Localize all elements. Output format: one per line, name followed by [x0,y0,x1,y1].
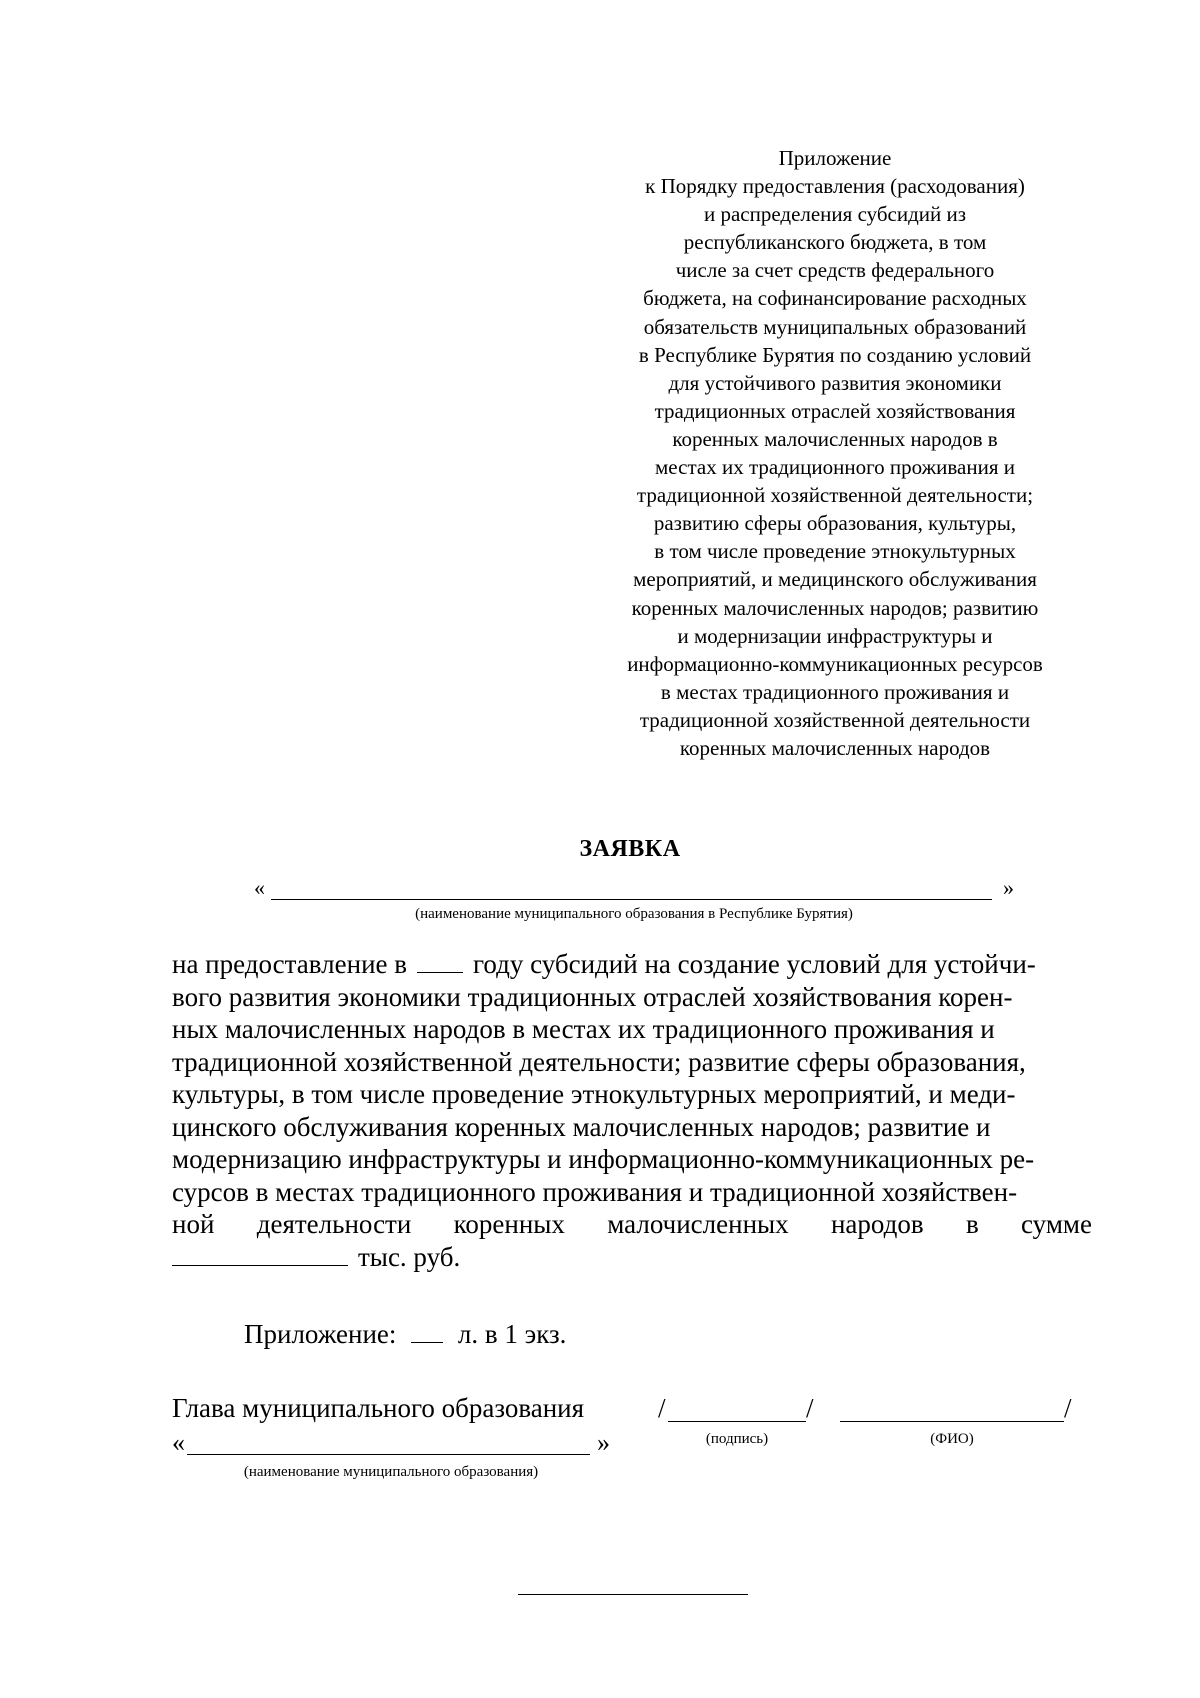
body-line [172,1078,1092,1111]
closing-divider [518,1594,748,1595]
appendix-line: развитию сферы образования, культуры, [653,511,1017,536]
fio-slash: / [1064,1393,1072,1423]
appendix-line: коренных малочисленных народов [679,735,991,760]
signature-slash-right: / [806,1393,814,1423]
appendix-line: традиционных отраслей хозяйствования [654,398,1016,423]
body-text-segment: модернизацию инфраструктуры и информационно-коммуникационных ре- [172,1144,1035,1174]
appendix-line: бюджета, на софинансирование расходных [643,286,1027,311]
attachment-suffix: л. в 1 экз. [457,1319,567,1349]
body-line-justified [172,1208,1092,1241]
body-word: сумме [1021,1209,1092,1239]
appendix-line: коренных малочисленных народов в [672,426,998,451]
sheets-count-blank-field[interactable] [411,1318,443,1343]
fill-in-line [187,1454,590,1455]
body-line [172,1241,1092,1274]
appendix-line: традиционной хозяйственной деятельности; [636,483,1034,508]
body-line [172,1176,1092,1209]
appendix-line: информационно-коммуникационных ресурсов [627,651,1043,676]
body-text-segment: культуры, в том числе проведение этнокультурных мероприятий, и меди- [172,1079,1016,1109]
head-of-municipality-label: Глава муниципального образования [172,1393,585,1423]
body-line [172,948,1092,981]
body-word: малочисленных [607,1209,789,1239]
body-text-segment: году субсидий на создание условий для устойчи- [473,949,1036,979]
appendix-line: коренных малочисленных народов; развитию [631,595,1039,620]
close-quote: » [597,1428,610,1457]
appendix-line: в местах традиционного проживания и [660,679,1010,704]
body-line [172,981,1092,1014]
body-text-segment: на предоставление в [172,949,407,979]
head-municipality-caption: (наименование муниципального образования) [243,1464,539,1480]
signature-caption: (подпись) [705,1431,769,1447]
appendix-line: и распределения субсидий из [703,202,967,227]
appendix-line: республиканского бюджета, в том [683,230,987,255]
appendix-line: в том числе проведение этнокультурных [654,539,1016,564]
appendix-line: для устойчивого развития экономики [668,370,1002,395]
body-text-segment: цинского обслуживания коренных малочисленных народов; развитие и [172,1111,991,1142]
appendix-line: традиционной хозяйственной деятельности [639,707,1031,732]
signature-field[interactable] [668,1421,806,1422]
body-text-segment: тыс. руб. [358,1241,461,1272]
body-word: в [965,1209,979,1239]
body-word: ной [172,1209,215,1239]
body-word: деятельности [256,1209,412,1239]
fio-caption: (ФИО) [930,1431,974,1447]
year-blank-field[interactable] [417,948,463,973]
body-word: народов [830,1209,924,1239]
open-quote: « [254,875,265,900]
fio-field[interactable] [840,1421,1064,1422]
body-text-segment: ных малочисленных народов в местах их традиционного проживания и [172,1014,995,1044]
municipality-caption: (наименование муниципального образования в Республике Бурятия) [415,906,853,922]
fill-in-line [271,899,992,900]
head-municipality-name-field[interactable] [172,1428,610,1462]
appendix-line: местах их традиционного проживания и [655,455,1015,480]
body-text-segment: сурсов в местах традиционного проживания и традиционной хозяйствен- [172,1176,1018,1207]
body-word: коренных [453,1209,565,1239]
body-line [172,1111,1092,1144]
body-line [172,1143,1092,1176]
attachment-label: Приложение: [244,1319,397,1349]
signature-slash-left: / [658,1393,666,1423]
appendix-header [590,144,1080,762]
appendix-line: и модернизации инфраструктуры и [677,623,993,648]
close-quote: » [1003,875,1014,900]
body-line [172,1013,1092,1046]
appendix-line: к Порядку предоставления (расходования) [645,174,1025,199]
body-text-segment: традиционной хозяйственной деятельности; развитие сферы образования, [172,1046,1026,1077]
amount-blank-field[interactable] [172,1241,348,1266]
appendix-line: мероприятий, и медицинского обслуживания [633,567,1037,592]
municipality-name-field[interactable] [254,875,1014,905]
body-line [172,1046,1092,1079]
open-quote: « [172,1428,185,1457]
appendix-line: числе за счет средств федерального [675,258,995,283]
appendix-line: обязательств муниципальных образований [643,314,1027,339]
body-text-segment: вого развития экономики традиционных отраслей хозяйствования корен- [172,981,1013,1012]
appendix-line: Приложение [778,146,892,170]
request-body [172,948,1092,1273]
document-title: ЗАЯВКА [579,836,681,862]
attachment-line [244,1318,566,1350]
appendix-line: в Республике Бурятия по созданию условий [638,342,1032,367]
